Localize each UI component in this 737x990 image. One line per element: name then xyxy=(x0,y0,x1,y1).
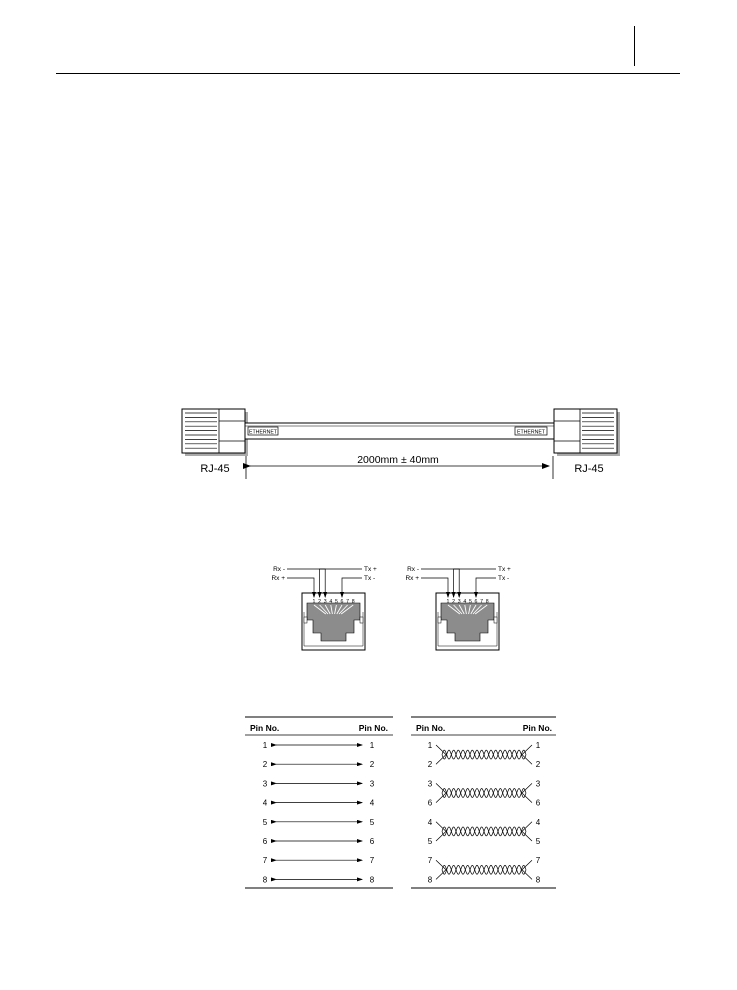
pin-left-top: 3 xyxy=(427,779,433,789)
pin-right-bottom: 2 xyxy=(535,760,541,770)
pin-left-top: 7 xyxy=(427,856,433,866)
twisted-table-pairs xyxy=(428,741,541,884)
pin-left-top: 4 xyxy=(427,817,433,827)
straight-table-rows xyxy=(263,741,375,884)
left-cable-print: ETHERNET xyxy=(249,429,277,436)
cable-jacket xyxy=(245,423,554,439)
cable-diagram xyxy=(182,409,620,479)
pin-right-bottom: 6 xyxy=(535,798,541,808)
pin-right: 8 xyxy=(369,875,375,885)
pin-number: 4 xyxy=(329,599,333,605)
twisted-pair-table xyxy=(411,717,556,888)
rx-plus-label: Rx + xyxy=(405,575,419,582)
left-rj45-plug xyxy=(182,409,248,456)
jack-right-tab xyxy=(360,617,363,623)
pin-left-bottom: 6 xyxy=(427,798,433,808)
table-row xyxy=(263,875,375,884)
twisted-header-left: Pin No. xyxy=(416,723,446,733)
pin-number: 3 xyxy=(323,599,327,605)
twisted-pair xyxy=(428,779,541,807)
pin-right: 4 xyxy=(369,798,375,808)
pin-left: 4 xyxy=(262,798,268,808)
pin-left-bottom: 8 xyxy=(427,875,433,885)
pin-right-top: 4 xyxy=(535,817,541,827)
pin-right-bottom: 8 xyxy=(535,875,541,885)
pair-fan-right xyxy=(522,745,532,764)
pin-right: 1 xyxy=(369,741,375,750)
pin-right: 7 xyxy=(369,856,375,866)
jack-left-tab xyxy=(438,617,441,623)
pin-number: 1 xyxy=(446,599,450,605)
table-row xyxy=(263,856,375,865)
table-row xyxy=(263,837,375,846)
left-connector-label: RJ-45 xyxy=(200,463,230,475)
pin-number: 7 xyxy=(346,599,350,605)
rx-plus-label: Rx + xyxy=(271,575,285,582)
table-row xyxy=(263,799,375,808)
pin-left: 5 xyxy=(262,817,268,827)
pin-number: 8 xyxy=(351,599,355,605)
pin-number: 5 xyxy=(468,599,472,605)
pin-number: 2 xyxy=(452,599,456,605)
pin-left-top: 1 xyxy=(427,741,433,750)
pin-left: 3 xyxy=(262,779,268,789)
twisted-header-right: Pin No. xyxy=(522,723,552,733)
pin-number: 1 xyxy=(312,599,316,605)
twisted-pair xyxy=(428,818,541,846)
table-row xyxy=(263,779,375,788)
twisted-pair xyxy=(428,741,541,769)
pair-fan-right xyxy=(522,783,532,802)
straight-pin-table xyxy=(245,717,393,888)
straight-header-left: Pin No. xyxy=(250,723,280,733)
pin-number: 8 xyxy=(485,599,489,605)
pin-number: 7 xyxy=(480,599,484,605)
jack-right-tab xyxy=(494,617,497,623)
jack-left-tab xyxy=(304,617,307,623)
pin-number: 6 xyxy=(474,599,478,605)
pin-right-top: 1 xyxy=(535,741,541,750)
pair-fan-right xyxy=(522,860,532,879)
pair-fan-left xyxy=(436,860,446,879)
tx-minus-label: Tx - xyxy=(498,575,510,582)
pair-fan-left xyxy=(436,745,446,764)
jack-diagram-left xyxy=(271,566,377,650)
jack-diagram-right xyxy=(405,566,511,650)
pin-right-bottom: 5 xyxy=(535,837,541,846)
pin-right-top: 7 xyxy=(535,856,541,866)
right-connector-label: RJ-45 xyxy=(574,463,604,475)
pair-fan-left xyxy=(436,822,446,841)
pin-left: 1 xyxy=(262,741,268,750)
rx-minus-label: Rx - xyxy=(407,566,419,573)
tx-plus-label: Tx + xyxy=(364,566,377,573)
table-row xyxy=(263,741,375,750)
pin-number: 4 xyxy=(463,599,467,605)
pin-right: 2 xyxy=(369,760,375,770)
cable-length-label: 2000mm ± 40mm xyxy=(357,454,439,466)
pin-right-top: 3 xyxy=(535,779,541,789)
pair-fan-left xyxy=(436,783,446,802)
tx-plus-label: Tx + xyxy=(498,566,511,573)
right-cable-print: ETHERNET xyxy=(517,429,545,436)
table-row xyxy=(263,760,375,769)
pin-left-bottom: 5 xyxy=(427,837,433,846)
twisted-pair xyxy=(428,856,541,884)
tx-minus-label: Tx - xyxy=(364,575,376,582)
pin-left: 8 xyxy=(262,875,268,885)
pin-number: 2 xyxy=(318,599,322,605)
table-row xyxy=(263,818,375,827)
pin-number: 3 xyxy=(457,599,461,605)
right-rj45-plug xyxy=(554,409,620,456)
pin-left: 7 xyxy=(262,856,268,866)
pin-right: 5 xyxy=(369,817,375,827)
pin-left-bottom: 2 xyxy=(427,760,433,770)
pair-fan-right xyxy=(522,822,532,841)
pin-number: 6 xyxy=(340,599,344,605)
pin-right: 6 xyxy=(369,837,375,846)
pin-number: 5 xyxy=(334,599,338,605)
pin-right: 3 xyxy=(369,779,375,789)
pin-left: 6 xyxy=(262,837,268,846)
pin-left: 2 xyxy=(262,760,268,770)
straight-header-right: Pin No. xyxy=(358,723,388,733)
rx-minus-label: Rx - xyxy=(273,566,285,573)
